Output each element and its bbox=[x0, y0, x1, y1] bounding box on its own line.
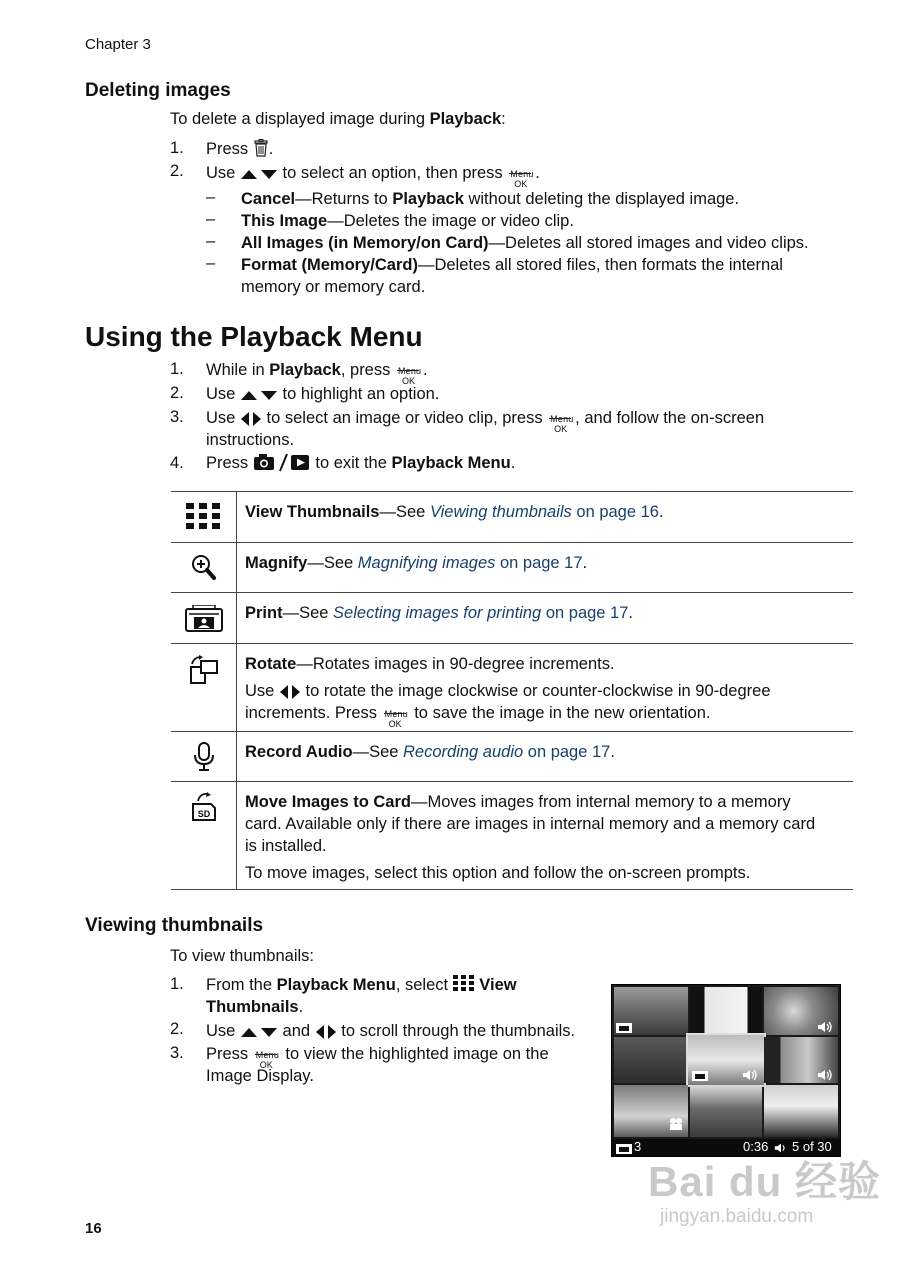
page-link[interactable]: Recording audio on page 17 bbox=[403, 743, 611, 761]
option-format: Format (Memory/Card)—Deletes all stored files, then formats the internal memory or memory card. bbox=[241, 256, 783, 296]
thumbnail-tile bbox=[764, 1085, 838, 1137]
table-row bbox=[171, 781, 853, 890]
playback-step-3: Use to select an image or video clip, press Menu OK , and follow the on-screen instructions. bbox=[206, 409, 765, 449]
table-row bbox=[171, 643, 853, 732]
thumbnails-step-2: Use and to scroll through the thumbnails. bbox=[206, 1022, 576, 1040]
microphone-icon bbox=[192, 742, 216, 772]
up-down-arrows-icon bbox=[240, 167, 278, 181]
left-right-arrows-icon bbox=[240, 411, 262, 427]
step-number: 1. bbox=[170, 975, 184, 993]
watermark-url: jingyan.baidu.com bbox=[660, 1206, 814, 1227]
image-count: 5 of 30 bbox=[792, 1139, 832, 1154]
table-bottom-border bbox=[171, 889, 853, 890]
deleting-intro: To delete a displayed image during Playback: bbox=[170, 110, 506, 128]
row-text: Use to rotate the image clockwise or counter-clockwise in 90-degree increments. Press Menu OK to save the image in the new orientation. bbox=[245, 682, 771, 729]
svg-text:SD: SD bbox=[197, 809, 211, 819]
up-down-arrows-icon bbox=[240, 1025, 278, 1039]
table-row bbox=[171, 592, 853, 644]
deleting-step-1: Press . bbox=[206, 140, 274, 158]
move-to-card-icon bbox=[190, 792, 218, 822]
print-icon bbox=[616, 1021, 632, 1033]
menu-ok-button-icon: Menu OK bbox=[397, 365, 422, 386]
option-this-image: This Image—Deletes the image or video clip. bbox=[241, 212, 574, 230]
option-all-images: All Images (in Memory/on Card)—Deletes all stored images and video clips. bbox=[241, 234, 809, 252]
print-icon bbox=[692, 1069, 708, 1081]
row-text: Move Images to Card—Moves images from internal memory to a memory card. Available only if there are images in internal memory and a memory card is installed. bbox=[245, 793, 816, 855]
section-heading-playback-menu: Using the Playback Menu bbox=[85, 321, 423, 352]
thumbnail-tile bbox=[614, 1037, 688, 1083]
step-number: 4. bbox=[170, 454, 184, 472]
rotate-icon bbox=[189, 655, 219, 685]
step-number: 3. bbox=[170, 1044, 184, 1062]
speaker-icon bbox=[817, 1021, 833, 1033]
speaker-icon bbox=[774, 1142, 788, 1154]
row-text: Magnify—See Magnifying images on page 17. bbox=[245, 554, 588, 572]
chapter-label: Chapter 3 bbox=[85, 36, 151, 53]
table-row bbox=[171, 731, 853, 782]
deleting-step-2: Use to select an option, then press Menu OK . bbox=[206, 164, 540, 189]
print-icon bbox=[616, 1142, 632, 1154]
thumbnails-step-1: From the Playback Menu, select View Thumbnails. bbox=[206, 976, 517, 1016]
up-down-arrows-icon bbox=[240, 388, 278, 402]
speaker-icon bbox=[817, 1069, 833, 1081]
speaker-icon bbox=[742, 1069, 758, 1081]
row-text: Rotate—Rotates images in 90-degree increments. bbox=[245, 655, 615, 673]
section-heading-viewing-thumbnails: Viewing thumbnails bbox=[85, 915, 264, 936]
list-dash: – bbox=[206, 232, 216, 250]
watermark-logo: Bai du 经验 bbox=[648, 1158, 882, 1205]
baidu-watermark bbox=[648, 1160, 881, 1228]
section-heading-deleting: Deleting images bbox=[85, 80, 231, 101]
video-icon bbox=[668, 1117, 684, 1131]
left-right-arrows-icon bbox=[315, 1024, 337, 1040]
thumbnail-screen-image bbox=[611, 984, 841, 1157]
playback-step-2: Use to highlight an option. bbox=[206, 385, 440, 403]
table-row bbox=[171, 491, 853, 543]
trash-icon bbox=[253, 139, 269, 157]
row-text: Record Audio—See Recording audio on page 17. bbox=[245, 743, 615, 761]
table-row bbox=[171, 542, 853, 593]
step-number: 2. bbox=[170, 384, 184, 402]
page-link[interactable]: Selecting images for printing on page 17 bbox=[333, 604, 629, 622]
menu-ok-button-icon: Menu OK bbox=[550, 413, 574, 434]
thumbnails-intro: To view thumbnails: bbox=[170, 947, 314, 965]
view-thumbnails-icon bbox=[186, 503, 222, 531]
print-count: 3 bbox=[634, 1139, 642, 1154]
playback-step-1: While in Playback, press Menu OK . bbox=[206, 361, 428, 386]
step-number: 2. bbox=[170, 1020, 184, 1038]
print-icon bbox=[185, 605, 223, 633]
step-number: 1. bbox=[170, 360, 184, 378]
step-number: 2. bbox=[170, 162, 184, 180]
list-dash: – bbox=[206, 210, 216, 228]
step-number: 1. bbox=[170, 139, 184, 157]
list-dash: – bbox=[206, 254, 216, 272]
menu-ok-button-icon: Menu OK bbox=[255, 1049, 280, 1070]
step-number: 3. bbox=[170, 408, 184, 426]
row-text: Print—See Selecting images for printing on page 17. bbox=[245, 604, 634, 622]
page-link[interactable]: Viewing thumbnails on page 16 bbox=[429, 503, 659, 521]
menu-ok-button-icon: Menu OK bbox=[384, 708, 408, 729]
playback-step-4: Press to exit the Playback Menu. bbox=[206, 454, 516, 472]
list-dash: – bbox=[206, 188, 216, 206]
thumbnail-tile bbox=[690, 1085, 762, 1137]
menu-ok-button-icon: Menu OK bbox=[510, 168, 534, 189]
page-number: 16 bbox=[85, 1220, 102, 1237]
row-text: View Thumbnails—See Viewing thumbnails on page 16. bbox=[245, 503, 664, 521]
left-right-arrows-icon bbox=[279, 684, 301, 700]
magnify-icon bbox=[191, 554, 217, 582]
page-link[interactable]: Magnifying images on page 17 bbox=[357, 554, 583, 572]
thumbnails-step-3: Press Menu OK to view the highlighted image on the Image Display. bbox=[206, 1045, 549, 1085]
thumbnail-tile bbox=[690, 987, 762, 1035]
camera-playback-icon bbox=[253, 452, 311, 472]
clip-duration: 0:36 bbox=[743, 1139, 769, 1154]
option-cancel: Cancel—Returns to Playback without deleting the displayed image. bbox=[241, 190, 740, 208]
status-bar bbox=[612, 1139, 840, 1156]
view-thumbnails-icon bbox=[453, 975, 475, 992]
row-text: To move images, select this option and follow the on-screen prompts. bbox=[245, 864, 751, 882]
